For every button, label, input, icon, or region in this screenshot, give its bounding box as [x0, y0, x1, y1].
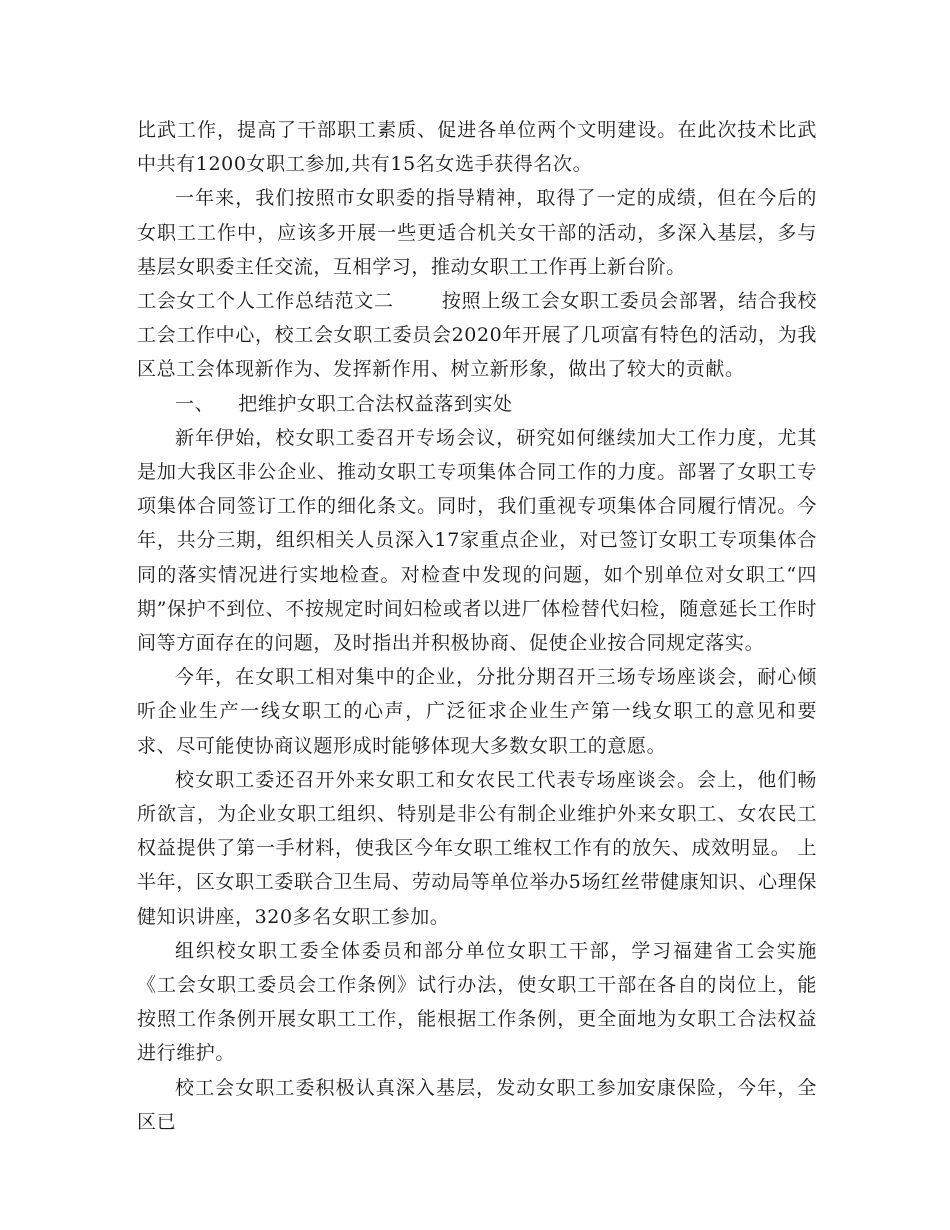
- section-heading: [137, 387, 817, 421]
- paragraph-summary: 一年来，我们按照市女职委的指导精神，取得了一定的成绩，但在今后的女职工工作中，应该多开展一些更适合机关女干部的活动，多深入基层，多与基层女职委主任交流，互相学习，推动女职工工作再上新台阶。: [137, 187, 817, 278]
- section-paragraph-5: 校工会女职工委积极认真深入基层，发动女职工参加安康保险，今年，全区已: [137, 1076, 817, 1133]
- document-body: [137, 113, 817, 1139]
- section-title: 把维护女职工合法权益落到实处: [238, 392, 513, 415]
- section-paragraph-3: 校女职工委还召开外来女职工和女农民工代表专场座谈会。会上，他们畅所欲言，为企业女职工组织、特别是非公有制企业维护外来女职工、女农民工权益提供了第一手材料，使我区今年女职工维权工作有的放矢、成效明显。 上半年，区女职工委联合卫生局、劳动局等单位举办5场红丝带健康知识、心理保健知识讲座，320多名女职工参加。: [137, 768, 817, 928]
- article-intro: 按照上级工会女职工委员会部署，结合我校工会工作中心，校工会女职工委员会2020年开展了几项富有特色的活动，为我区总工会体现新作为、发挥新作用、树立新形象，做出了较大的贡献。: [137, 290, 817, 381]
- section-paragraph-4: 组织校女职工委全体委员和部分单位女职工干部，学习福建省工会实施《工会女职工委员会工作条例》试行办法，使女职工干部在各自的岗位上，能按照工作条例开展女职工工作，能根据工作条例，更全面地为女职工合法权益进行维护。: [137, 939, 817, 1065]
- article-intro-block: [137, 284, 817, 387]
- paragraph-continuation: 比武工作，提高了干部职工素质、促进各单位两个文明建设。在此次技术比武中共有1200女职工参加,共有15名女选手获得名次。: [137, 119, 817, 176]
- section-paragraph-2: 今年，在女职工相对集中的企业，分批分期召开三场专场座谈会，耐心倾听企业生产一线女职工的心声，广泛征求企业生产第一线女职工的意见和要求、尽可能使协商议题形成时能够体现大多数女职工的意愿。: [137, 666, 817, 757]
- section-paragraph-1: 新年伊始，校女职工委召开专场会议，研究如何继续加大工作力度，尤其是加大我区非公企业、推动女职工专项集体合同工作的力度。部署了女职工专项集体合同签订工作的细化条文。同时，我们重视专项集体合同履行情况。今年，共分三期，组织相关人员深入17家重点企业，对已签订女职工专项集体合同的落实情况进行实地检查。对检查中发现的问题，如个别单位对女职工“四期”保护不到位、不按规定时间妇检或者以进厂体检替代妇检，随意延长工作时间等方面存在的问题，及时指出并积极协商、促使企业按合同规定落实。: [137, 426, 817, 655]
- article-title: 工会女工个人工作总结范文二: [137, 290, 394, 313]
- section-number: 一、: [175, 392, 215, 415]
